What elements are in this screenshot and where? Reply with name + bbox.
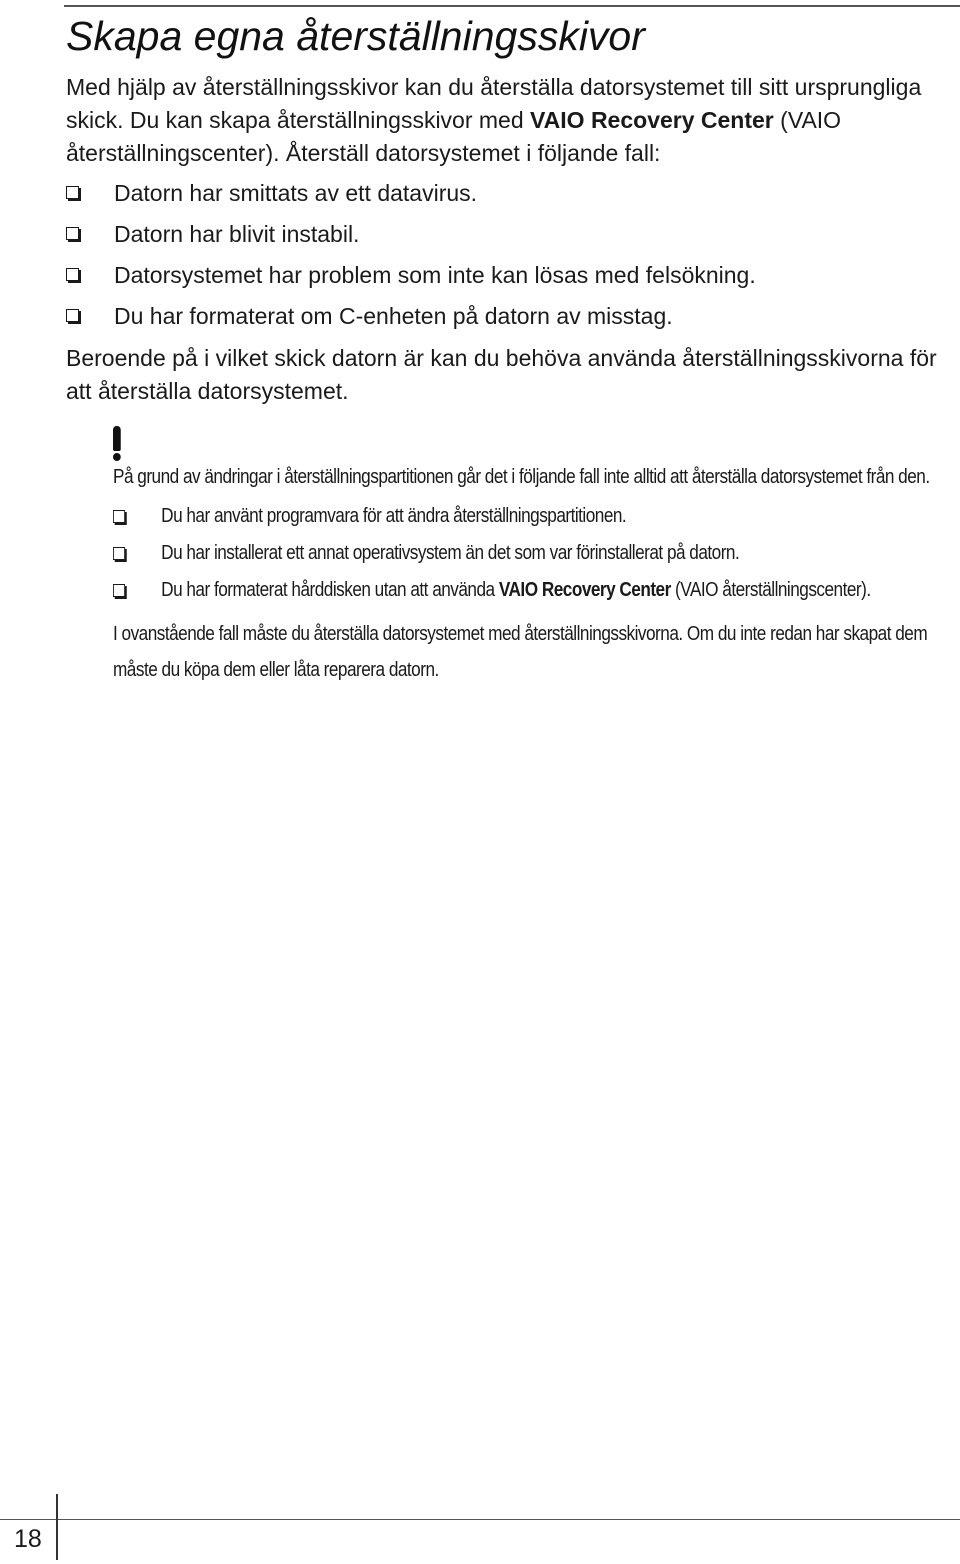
list-item-text: Datorsystemet har problem som inte kan lösas med felsökning. (114, 262, 756, 288)
checkbox-bullet-icon (113, 510, 125, 523)
intro-text-end: (VAIO återställningscenter). Återställ datorsystemet i följande fall: (66, 107, 842, 166)
top-rule (64, 5, 960, 7)
note-cases-list (113, 501, 958, 606)
note-final-paragraph: I ovanstående fall måste du återställa datorsystemet med återställningsskivorna. Om du inte redan har skapat dem måste du köpa dem eller låta reparera datorn. (113, 623, 928, 681)
recovery-cases-list (66, 177, 956, 333)
list-item (113, 538, 958, 569)
page-title: Skapa egna återställningsskivor (66, 13, 645, 59)
list-item-text: Du har använt programvara för att ändra återställningspartitionen. (161, 505, 627, 527)
exclamation-icon (113, 422, 121, 462)
list-item-text: Du har formaterat om C-enheten på datorn av misstag. (114, 303, 673, 329)
footer-rule (0, 1519, 960, 1520)
list-item-text: Datorn har smittats av ett datavirus. (114, 180, 478, 206)
list-item (113, 575, 958, 606)
page-number: 18 (14, 1525, 42, 1553)
footer-divider (56, 1494, 58, 1560)
main-content (66, 71, 956, 408)
intro-text-start: Med hjälp av återställningsskivor kan du återställa datorsystemet till sitt ursprungliga skick. Du kan skapa återställningsskivor med (66, 74, 922, 133)
checkbox-bullet-icon (66, 186, 79, 199)
list-item (66, 300, 956, 333)
after-list-paragraph: Beroende på i vilket skick datorn är kan du behöva använda återställningsskivorna för att återställa datorsystemet. (66, 345, 937, 404)
warning-note (113, 422, 958, 688)
checkbox-bullet-icon (113, 547, 125, 560)
list-item (66, 259, 956, 292)
list-item-text: Du har formaterat hårddisken utan att använda (161, 579, 499, 601)
product-name: VAIO Recovery Center (530, 107, 774, 133)
product-name: VAIO Recovery Center (498, 579, 671, 601)
list-item-text: Datorn har blivit instabil. (114, 221, 360, 247)
note-intro: På grund av ändringar i återställningspartitionen går det i följande fall inte alltid att återställa datorsystemet från den. (113, 466, 930, 488)
checkbox-bullet-icon (113, 584, 125, 597)
list-item-text: Du har installerat ett annat operativsystem än det som var förinstallerat på datorn. (161, 542, 740, 564)
checkbox-bullet-icon (66, 227, 79, 240)
list-item-text-end: (VAIO återställningscenter). (670, 579, 871, 601)
intro-paragraph (66, 71, 956, 170)
list-item (66, 218, 956, 251)
checkbox-bullet-icon (66, 268, 79, 281)
list-item (66, 177, 956, 210)
list-item (113, 501, 958, 532)
checkbox-bullet-icon (66, 309, 79, 322)
